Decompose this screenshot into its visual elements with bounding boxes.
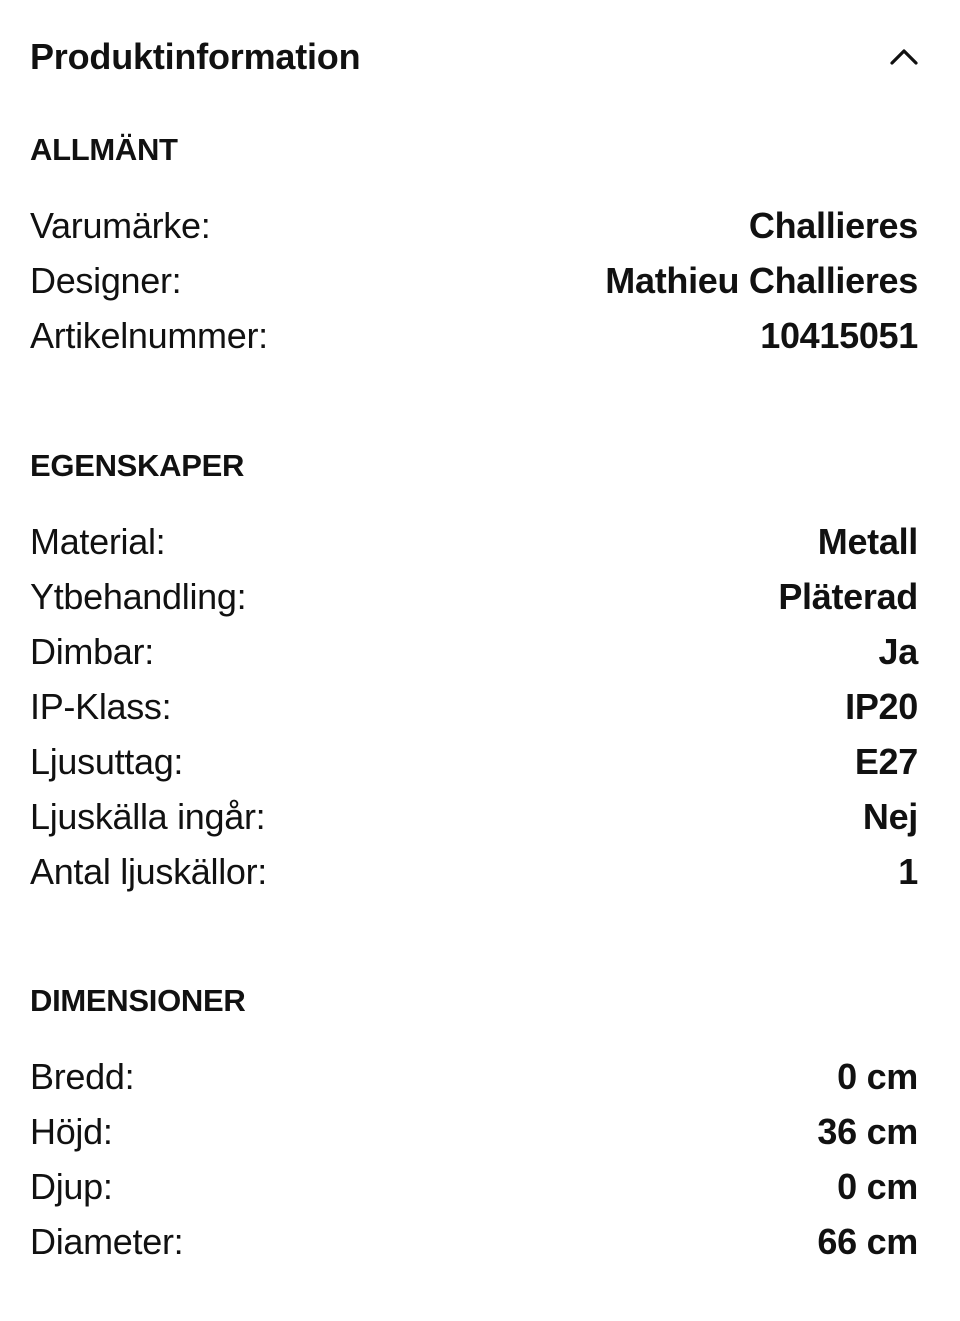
spec-value: 0 cm xyxy=(837,1165,918,1207)
spec-label: Bredd: xyxy=(30,1055,135,1097)
spec-row xyxy=(30,569,918,624)
spec-label: Djup: xyxy=(30,1165,113,1207)
spec-value: 1 xyxy=(898,850,918,892)
spec-value: 10415051 xyxy=(760,314,918,356)
spec-value: 66 cm xyxy=(817,1220,918,1262)
spec-value: 36 cm xyxy=(817,1110,918,1152)
spec-label: IP-Klass: xyxy=(30,685,172,727)
spec-label: Dimbar: xyxy=(30,630,154,672)
spec-value: IP20 xyxy=(845,685,918,727)
spec-label: Diameter: xyxy=(30,1220,184,1262)
spec-row xyxy=(30,844,918,899)
spec-list xyxy=(30,514,918,899)
spec-label: Antal ljuskällor: xyxy=(30,850,268,892)
spec-value: Metall xyxy=(817,520,918,562)
spec-row xyxy=(30,624,918,679)
spec-value: Mathieu Challieres xyxy=(605,259,918,301)
section-title: ALLMÄNT xyxy=(30,132,178,167)
spec-list xyxy=(30,198,918,363)
spec-label: Artikelnummer: xyxy=(30,314,268,356)
spec-label: Ljuskälla ingår: xyxy=(30,795,266,837)
spec-value: Pläterad xyxy=(778,575,918,617)
spec-list xyxy=(30,1049,918,1269)
spec-value: Ja xyxy=(878,630,918,672)
spec-row xyxy=(30,1049,918,1104)
spec-row xyxy=(30,198,918,253)
spec-value: Challieres xyxy=(748,204,918,246)
spec-row xyxy=(30,1159,918,1214)
spec-row xyxy=(30,789,918,844)
spec-label: Designer: xyxy=(30,259,182,301)
spec-row xyxy=(30,1104,918,1159)
section-title: DIMENSIONER xyxy=(30,983,246,1018)
spec-row xyxy=(30,679,918,734)
spec-row xyxy=(30,308,918,363)
spec-label: Material: xyxy=(30,520,166,562)
spec-label: Höjd: xyxy=(30,1110,113,1152)
section-properties xyxy=(30,450,918,899)
product-info-header[interactable] xyxy=(30,0,918,118)
section-dimensions xyxy=(30,985,918,1269)
spec-row xyxy=(30,253,918,308)
product-info-title: Produktinformation xyxy=(30,36,361,77)
spec-row xyxy=(30,1214,918,1269)
spec-row xyxy=(30,514,918,569)
product-info-panel xyxy=(30,0,918,1262)
section-general xyxy=(30,134,918,363)
spec-value: Nej xyxy=(862,795,918,837)
chevron-up-icon[interactable] xyxy=(886,39,922,75)
section-title: EGENSKAPER xyxy=(30,448,245,483)
spec-value: E27 xyxy=(854,740,918,782)
spec-label: Ljusuttag: xyxy=(30,740,184,782)
spec-row xyxy=(30,734,918,789)
spec-label: Ytbehandling: xyxy=(30,575,247,617)
spec-label: Varumärke: xyxy=(30,204,211,246)
spec-value: 0 cm xyxy=(837,1055,918,1097)
